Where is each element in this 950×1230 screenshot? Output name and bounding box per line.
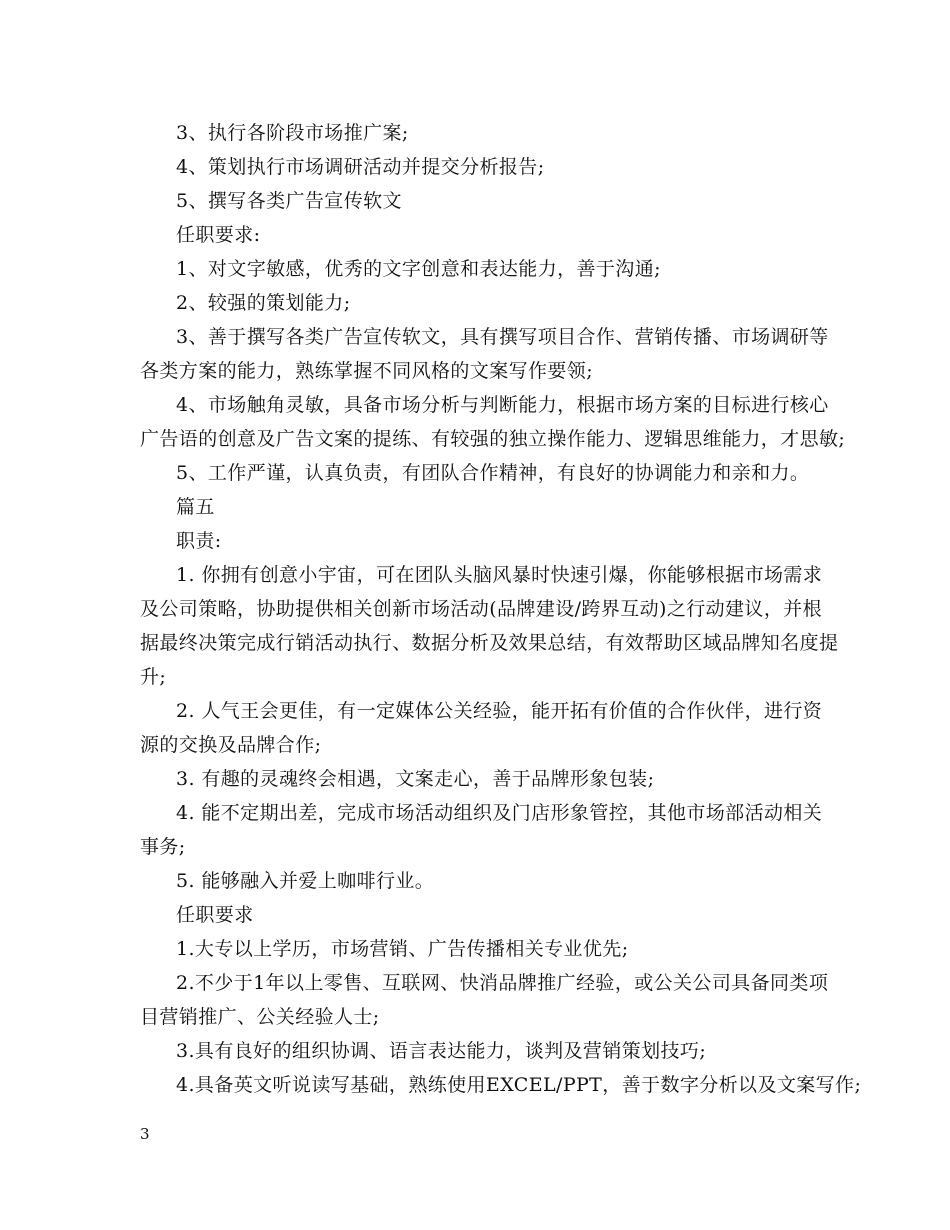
paragraph-line: 4. 能不定期出差，完成市场活动组织及门店形象管控，其他市场部活动相关: [176, 802, 823, 824]
paragraph-continuation-line: 升;: [140, 666, 167, 688]
paragraph-line: 1、对文字敏感，优秀的文字创意和表达能力，善于沟通;: [176, 258, 661, 280]
paragraph-line: 2、较强的策划能力;: [176, 292, 351, 314]
paragraph-line: 任职要求: [176, 904, 254, 926]
paragraph-line: 5、撰写各类广告宣传软文: [176, 190, 402, 212]
paragraph-continuation-line: 及公司策略，协助提供相关创新市场活动(品牌建设/跨界互动)之行动建议，并根: [140, 598, 823, 620]
paragraph-continuation-line: 据最终决策完成行销活动执行、数据分析及效果总结，有效帮助区域品牌知名度提: [140, 632, 839, 654]
paragraph-line: 3.具有良好的组织协调、语言表达能力，谈判及营销策划技巧;: [176, 1040, 707, 1062]
page-number: 3: [140, 1125, 150, 1143]
paragraph-continuation-line: 广告语的创意及广告文案的提练、有较强的独立操作能力、逻辑思维能力，才思敏;: [140, 428, 846, 450]
paragraph-continuation-line: 目营销推广、公关经验人士;: [140, 1006, 380, 1028]
paragraph-line: 1. 你拥有创意小宇宙，可在团队头脑风暴时快速引爆，你能够根据市场需求: [176, 564, 823, 586]
paragraph-line: 5. 能够融入并爱上咖啡行业。: [176, 870, 435, 892]
paragraph-line: 2. 人气王会更佳，有一定媒体公关经验，能开拓有价值的合作伙伴，进行资: [176, 700, 823, 722]
paragraph-line: 3. 有趣的灵魂终会相遇，文案走心，善于品牌形象包装;: [176, 768, 655, 790]
paragraph-continuation-line: 事务;: [140, 836, 186, 858]
paragraph-line: 5、工作严谨，认真负责，有团队合作精神，有良好的协调能力和亲和力。: [176, 462, 810, 484]
paragraph-line: 3、执行各阶段市场推广案;: [176, 122, 409, 144]
paragraph-continuation-line: 源的交换及品牌合作;: [140, 734, 322, 756]
paragraph-line: 2.不少于1年以上零售、互联网、快消品牌推广经验，或公关公司具备同类项: [176, 972, 829, 994]
document-body: [140, 116, 862, 1102]
paragraph-line: 任职要求:: [176, 224, 261, 246]
paragraph-line: 4.具备英文听说读写基础，熟练使用EXCEL/PPT，善于数字分析以及文案写作;: [176, 1074, 862, 1096]
paragraph-line: 1.大专以上学历，市场营销、广告传播相关专业优先;: [176, 938, 629, 960]
paragraph-line: 4、策划执行市场调研活动并提交分析报告;: [176, 156, 545, 178]
paragraph-line: 3、善于撰写各类广告宣传软文，具有撰写项目合作、营销传播、市场调研等: [176, 326, 829, 348]
paragraph-line: 4、市场触角灵敏，具备市场分析与判断能力，根据市场方案的目标进行核心: [176, 394, 829, 416]
paragraph-continuation-line: 各类方案的能力，熟练掌握不同风格的文案写作要领;: [140, 360, 594, 382]
paragraph-line: 职责:: [176, 530, 222, 552]
paragraph-line: 篇五: [176, 496, 215, 518]
